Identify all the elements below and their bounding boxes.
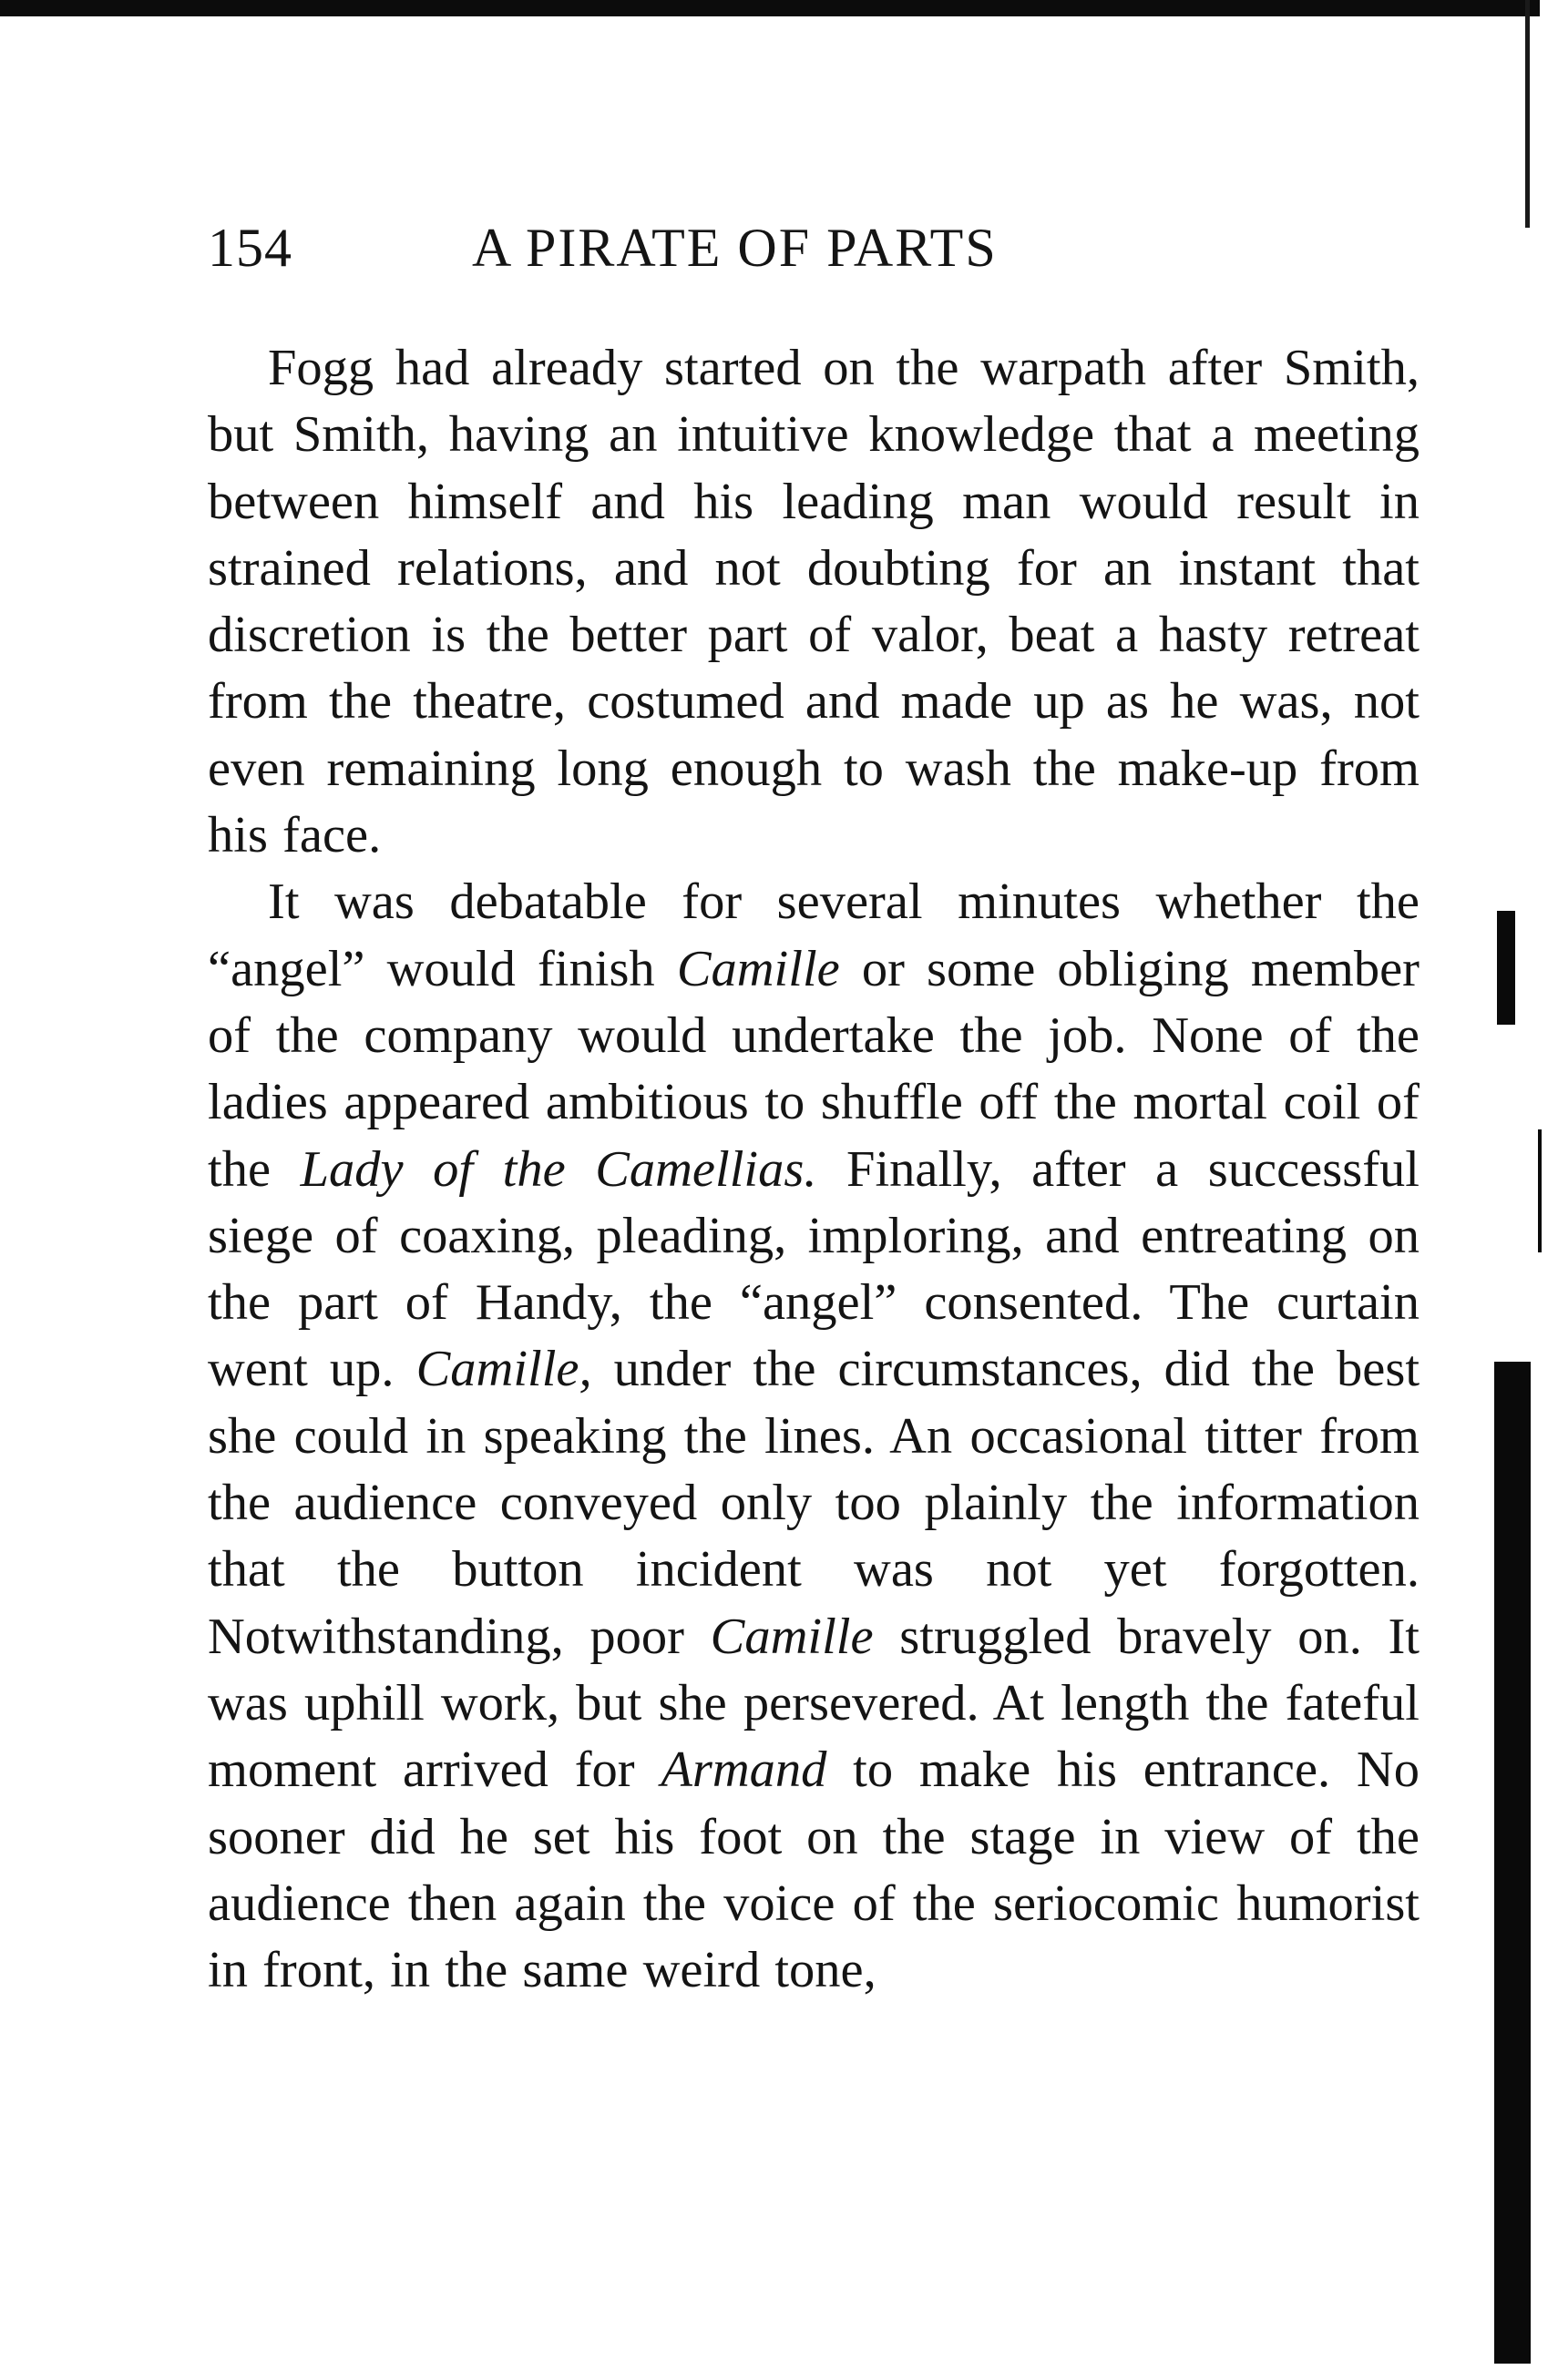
scan-edge-mark: [1497, 911, 1515, 1025]
italic-name-camille: Camille,: [415, 1341, 592, 1398]
italic-name-camille: Camille: [710, 1608, 874, 1665]
scan-border-right: [1525, 0, 1530, 228]
running-title: A PIRATE OF PARTS: [472, 218, 998, 278]
text-run: struggled bravely on. It was uphill work, but she persevered. At length the fateful moment arrived for: [208, 1608, 1420, 1799]
paragraph: [208, 869, 1420, 2004]
scan-edge-mark: [1538, 1129, 1542, 1252]
page-header: [208, 211, 1420, 284]
text-run: or some obliging member of the company would undertake the job. None of the ladies appeared ambitious to shuffle off the mortal coil of the: [208, 940, 1420, 1198]
text-run: to make his entrance. No sooner did he set his foot on the stage in view of the audience then again the voice of the seriocomic humorist in front, in the same weird tone,: [208, 1742, 1420, 1999]
paragraph: [208, 335, 1420, 869]
body-text: [208, 335, 1420, 2004]
scan-border-top: [0, 0, 1540, 16]
text-run: Fogg had already started on the warpath after Smith, but Smith, having an intuitive knowledge that a meeting between himself and his leading man would result in strained relations, and not doubting for an instant that discretion is the better part of valor, beat a hasty retreat from the theatre, costumed and made up as he was, not even remaining long enough to wash the make-up from his face.: [208, 340, 1420, 864]
text-run: It was debatable for several minutes whether the “angel” would finish: [208, 873, 1420, 997]
italic-title-camille: Camille: [676, 940, 840, 997]
italic-title-lady-of-the-camellias: Lady of the Camellias.: [300, 1140, 817, 1198]
text-run: Finally, after a successful siege of coaxing, pleading, imploring, and entreating on the part of Handy, the “angel” consented. The curtain went up.: [208, 1140, 1420, 1398]
italic-name-armand: Armand: [661, 1742, 827, 1799]
page-number: 154: [208, 218, 292, 278]
scan-edge-mark: [1494, 1362, 1531, 2364]
text-run: under the circumstances, did the best she could in speaking the lines. An occasional titter from the audience conveyed only too plainly the information that the button incident was not yet forgotten. Notwithstanding, poor: [208, 1341, 1420, 1665]
